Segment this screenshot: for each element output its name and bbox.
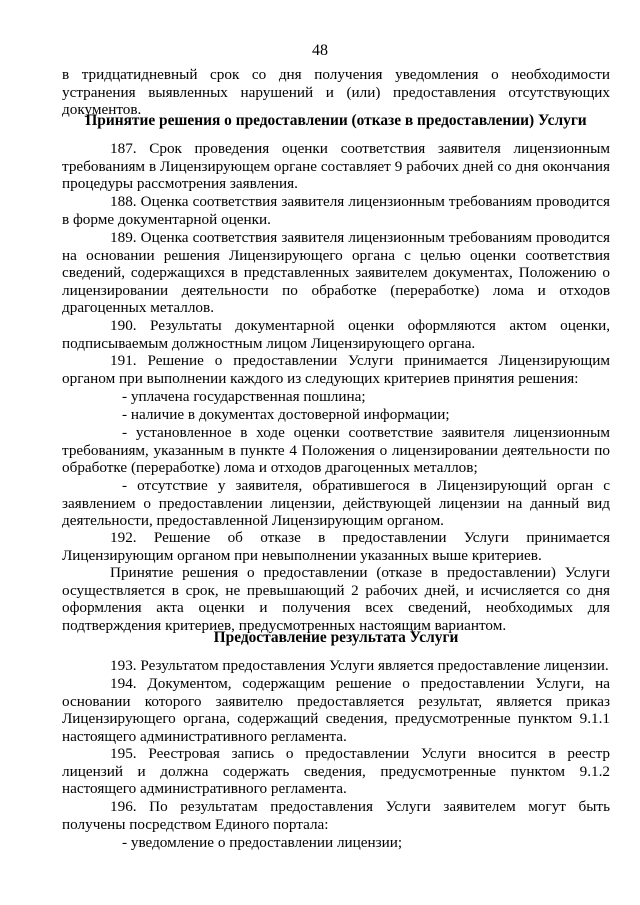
criterion-reliable-info: - наличие в документах достоверной информации; (122, 406, 450, 423)
page-number: 48 (312, 42, 328, 59)
paragraph-193: 193. Результатом предоставления Услуги является предоставление лицензии. (110, 657, 609, 674)
section-heading-result: Предоставление результата Услуги (213, 629, 459, 646)
section-heading-decision: Принятие решения о предоставлении (отказе в предоставлении) Услуги (85, 112, 587, 129)
paragraph-194: 194. Документом, содержащим решение о предоставлении Услуги, на основании которого заявителю предоставляется результат, является приказ Лицензирующего органа, содержащий сведения, предусмотренные пунктом 9.1.1 настоящего административного регламента. (62, 675, 610, 745)
paragraph-189: 189. Оценка соответствия заявителя лицензионным требованиям проводится на основании решения Лицензирующего органа с целью оценки соответствия сведений, содержащихся в представленных заявителем документах, Положению о лицензировании деятельности по обработке (переработке) лома и отходов драгоценных металлов. (62, 229, 610, 317)
paragraph-195: 195. Реестровая запись о предоставлении Услуги вносится в реестр лицензий и должна содержать сведения, предусмотренные пунктом 9.1.2 настоящего административного регламента. (62, 745, 610, 798)
paragraph-decision-term: Принятие решения о предоставлении (отказе в предоставлении) Услуги осуществляется в срок, не превышающий 2 рабочих дней, и исчисляется со дня оформления акта оценки и получения всех сведений, необходимых для подтверждения критериев, предусмотренных настоящим вариантом. (62, 564, 610, 634)
paragraph-191: 191. Решение о предоставлении Услуги принимается Лицензирующим органом при выполнении каждого из следующих критериев принятия решения: (62, 352, 610, 387)
result-notification-item: - уведомление о предоставлении лицензии; (122, 834, 403, 851)
paragraph-196: 196. По результатам предоставления Услуги заявителем могут быть получены посредством Единого портала: (62, 798, 610, 833)
paragraph-187: 187. Срок проведения оценки соответствия заявителя лицензионным требованиям в Лицензирующем органе составляет 9 рабочих дней со дня окончания процедуры рассмотрения заявления. (62, 140, 610, 193)
paragraph-190: 190. Результаты документарной оценки оформляются актом оценки, подписываемым должностным лицом Лицензирующего органа. (62, 317, 610, 352)
criterion-compliance: - установленное в ходе оценки соответствие заявителя лицензионным требованиям, указанным в пункте 4 Положения о лицензировании деятельности по обработке (переработке) лома и отходов драгоценных металлов; (62, 424, 610, 477)
intro-paragraph: в тридцатидневный срок со дня получения уведомления о необходимости устранения выявленных нарушений и (или) предоставления отсутствующих документов. (62, 66, 610, 119)
criterion-no-license: - отсутствие у заявителя, обратившегося в Лицензирующий орган с заявлением о предоставлении лицензии, действующей лицензии на данный вид деятельности, предоставленной Лицензирующим органом. (62, 477, 610, 530)
paragraph-192: 192. Решение об отказе в предоставлении Услуги принимается Лицензирующим органом при невыполнении указанных выше критериев. (62, 529, 610, 564)
criterion-fee: - уплачена государственная пошлина; (122, 388, 366, 405)
paragraph-188: 188. Оценка соответствия заявителя лицензионным требованиям проводится в форме документарной оценки. (62, 193, 610, 228)
